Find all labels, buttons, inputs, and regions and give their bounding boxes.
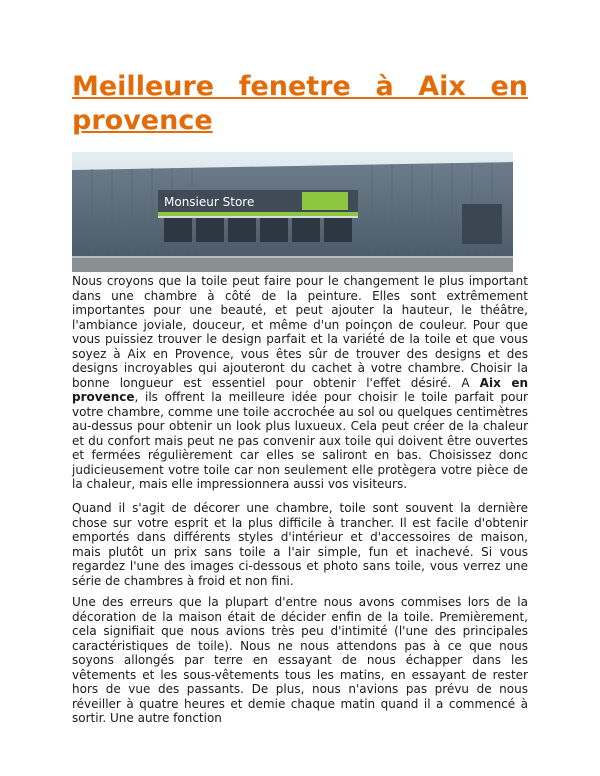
page-title-line-1: Meilleure fenetre à Aix en [72, 71, 528, 102]
storefront-photo [72, 152, 513, 272]
paragraph-intro [72, 274, 528, 492]
paragraph-intro-text-1: Nous croyons que la toile peut faire pour le changement le plus important dans une chambre à côté de la peinture. Elles sont extrêmement importantes pour une beauté, et peut ajouter la hauteur, le théâtre, l'ambiance joviale, douceur, et même d'un poinçon de couleur. Pour que vous puissiez trouver le design parfait et la variété de la toile et que vous soyez à Aix en Provence, vous êtes sûr de trouver des designs et des designs incroyables qui ajouteront du cachet à votre chambre. Choisir la bonne longueur est essentiel pour obtenir l'effet désiré. A [72, 274, 528, 390]
page-title-line-2: provence [72, 105, 213, 136]
paragraph-mistakes: Une des erreurs que la plupart d'entre nous avons commises lors de la décoration de la maison était de décider enfin de la toile. Premièrement, cela signifiait que nous avions très peu d'intimité (l'une des principales caractéristiques de toile). Nous ne nous attendons pas à ce que nous soyons allongés par terre en essayant de nous échapper dans les vêtements et les sous-vêtements tous les matins, en essayant de rester hors de vue des passants. De plus, nous n'avions pas prévu de nous réveiller à quatre heures et demie chaque matin quand il a commencé à sortir. Une autre fonction [72, 595, 528, 725]
page-title [72, 70, 528, 138]
paragraph-decorating: Quand il s'agit de décorer une chambre, toile sont souvent la dernière chose sur votre esprit et la plus difficile à trancher. Il est facile d'obtenir emportés dans différents styles d'intérieur et d'accessoires de maison, mais plutôt un prix sans toile a l'air simple, fun et inachevé. Si vous regardez l'une des images ci-dessous et photo sans toile, vous verrez une série de chambres à froid et non fini. [72, 501, 528, 588]
keyword-aix-en-provence: Aix en provence [72, 375, 528, 404]
paragraph-intro-text-2: , ils offrent la meilleure idée pour choisir le toile parfait pour votre chambre, comme une toile accrochée au sol ou quelques centimètres au-dessus pour obtenir un look plus luxueux. Cela peut créer de la chaleur et du confort mais peut ne pas convenir aux toile qui doivent être ouvertes et fermées régulièrement car elles se saliront en bas. Choisissez donc judicieusement votre toile car non seulement elle protègera votre pièce de la chaleur, mais elle impressionnera aussi vos visiteurs. [72, 390, 528, 491]
sign-text: Monsieur Store [164, 195, 255, 209]
